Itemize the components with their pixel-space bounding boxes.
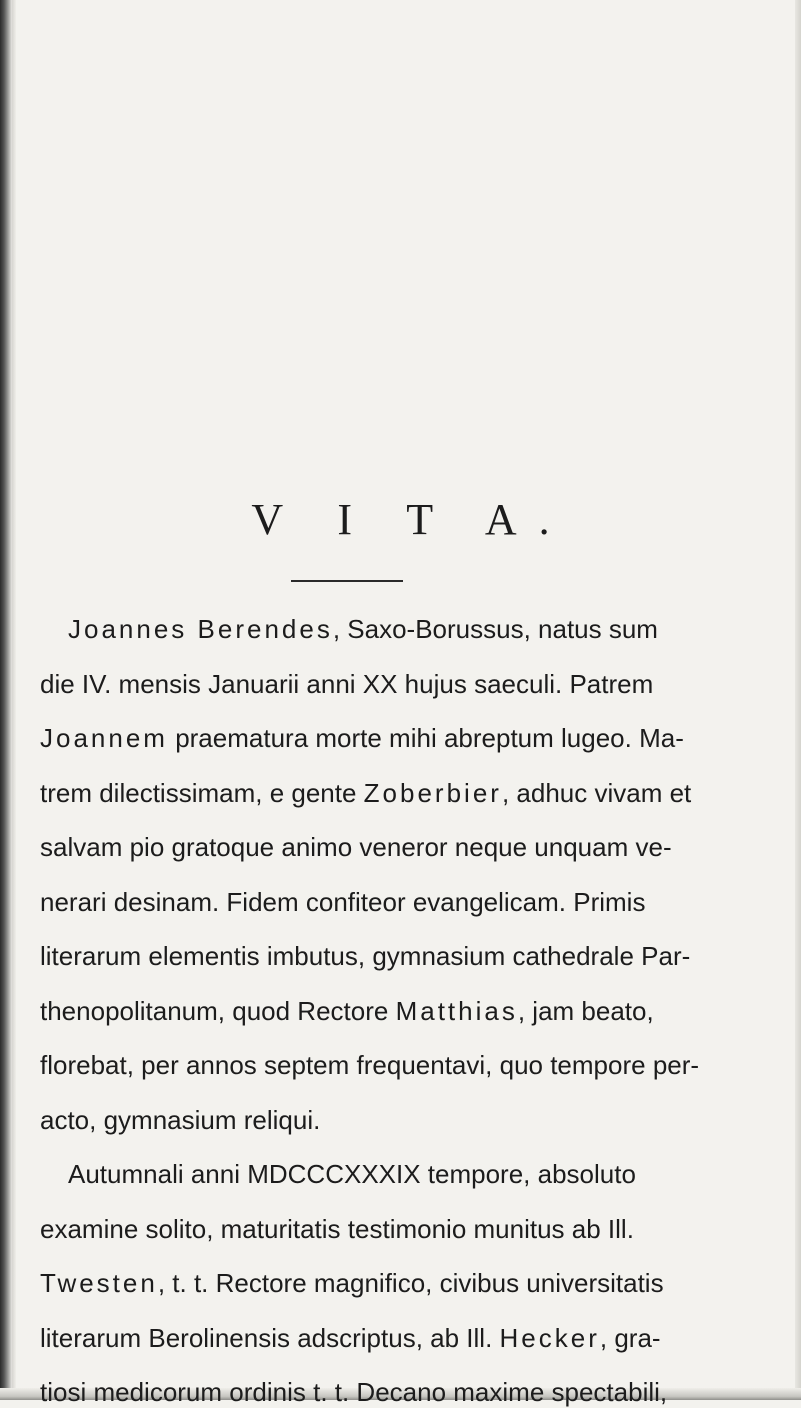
name-joannem: Joannem	[40, 723, 168, 753]
text-line-1: Joannes Berendes, Saxo-Borussus, natus sum	[68, 614, 658, 644]
name-joannes-berendes: Joannes Berendes	[68, 614, 333, 644]
page-left-shadow	[12, 0, 16, 1400]
text-line-4: trem dilectissimam, e gente Zoberbier, adhuc vivam et	[40, 777, 692, 808]
text-line-3: Joannem praematura morte mihi abreptum lugeo. Ma-	[40, 723, 684, 753]
text-line-9: florebat, per annos septem frequentavi, quo tempore per-	[40, 1050, 700, 1080]
text-line-10: acto, gymnasium reliqui.	[40, 1104, 321, 1135]
name-twesten: Twesten	[40, 1268, 158, 1298]
text-line-8: thenopolitanum, quod Rectore Matthias, jam beato,	[40, 995, 654, 1026]
text-line-13: Twesten, t. t. Rectore magnifico, civibus universitatis	[40, 1268, 664, 1298]
title-rule	[291, 580, 403, 582]
page-right-edge	[795, 0, 801, 1400]
text-line-15: tiosi medicorum ordinis t. t. Decano maxime spectabili,	[40, 1377, 668, 1407]
text-line-2: die IV. mensis Januarii anni XX hujus saeculi. Patrem	[40, 668, 654, 699]
text-line-14: literarum Berolinensis adscriptus, ab Ill. Hecker, gra-	[40, 1322, 661, 1353]
name-matthias: Matthias	[395, 995, 518, 1026]
text-line-7: literarum elementis imbutus, gymnasium cathedrale Par-	[40, 941, 691, 971]
name-zoberbier: Zoberbier	[363, 777, 502, 808]
page-left-edge	[0, 0, 12, 1400]
name-hecker: Hecker	[499, 1322, 600, 1353]
text-line-12: examine solito, maturitatis testimonio munitus ab Ill.	[40, 1213, 634, 1244]
text-line-5: salvam pio gratoque animo veneror neque unquam ve-	[40, 832, 672, 862]
text-line-11: Autumnali anni MDCCCXXXIX tempore, absoluto	[68, 1159, 636, 1189]
page-title: V I T A.	[251, 495, 572, 544]
text-line-6: nerari desinam. Fidem confiteor evangelicam. Primis	[40, 886, 646, 917]
